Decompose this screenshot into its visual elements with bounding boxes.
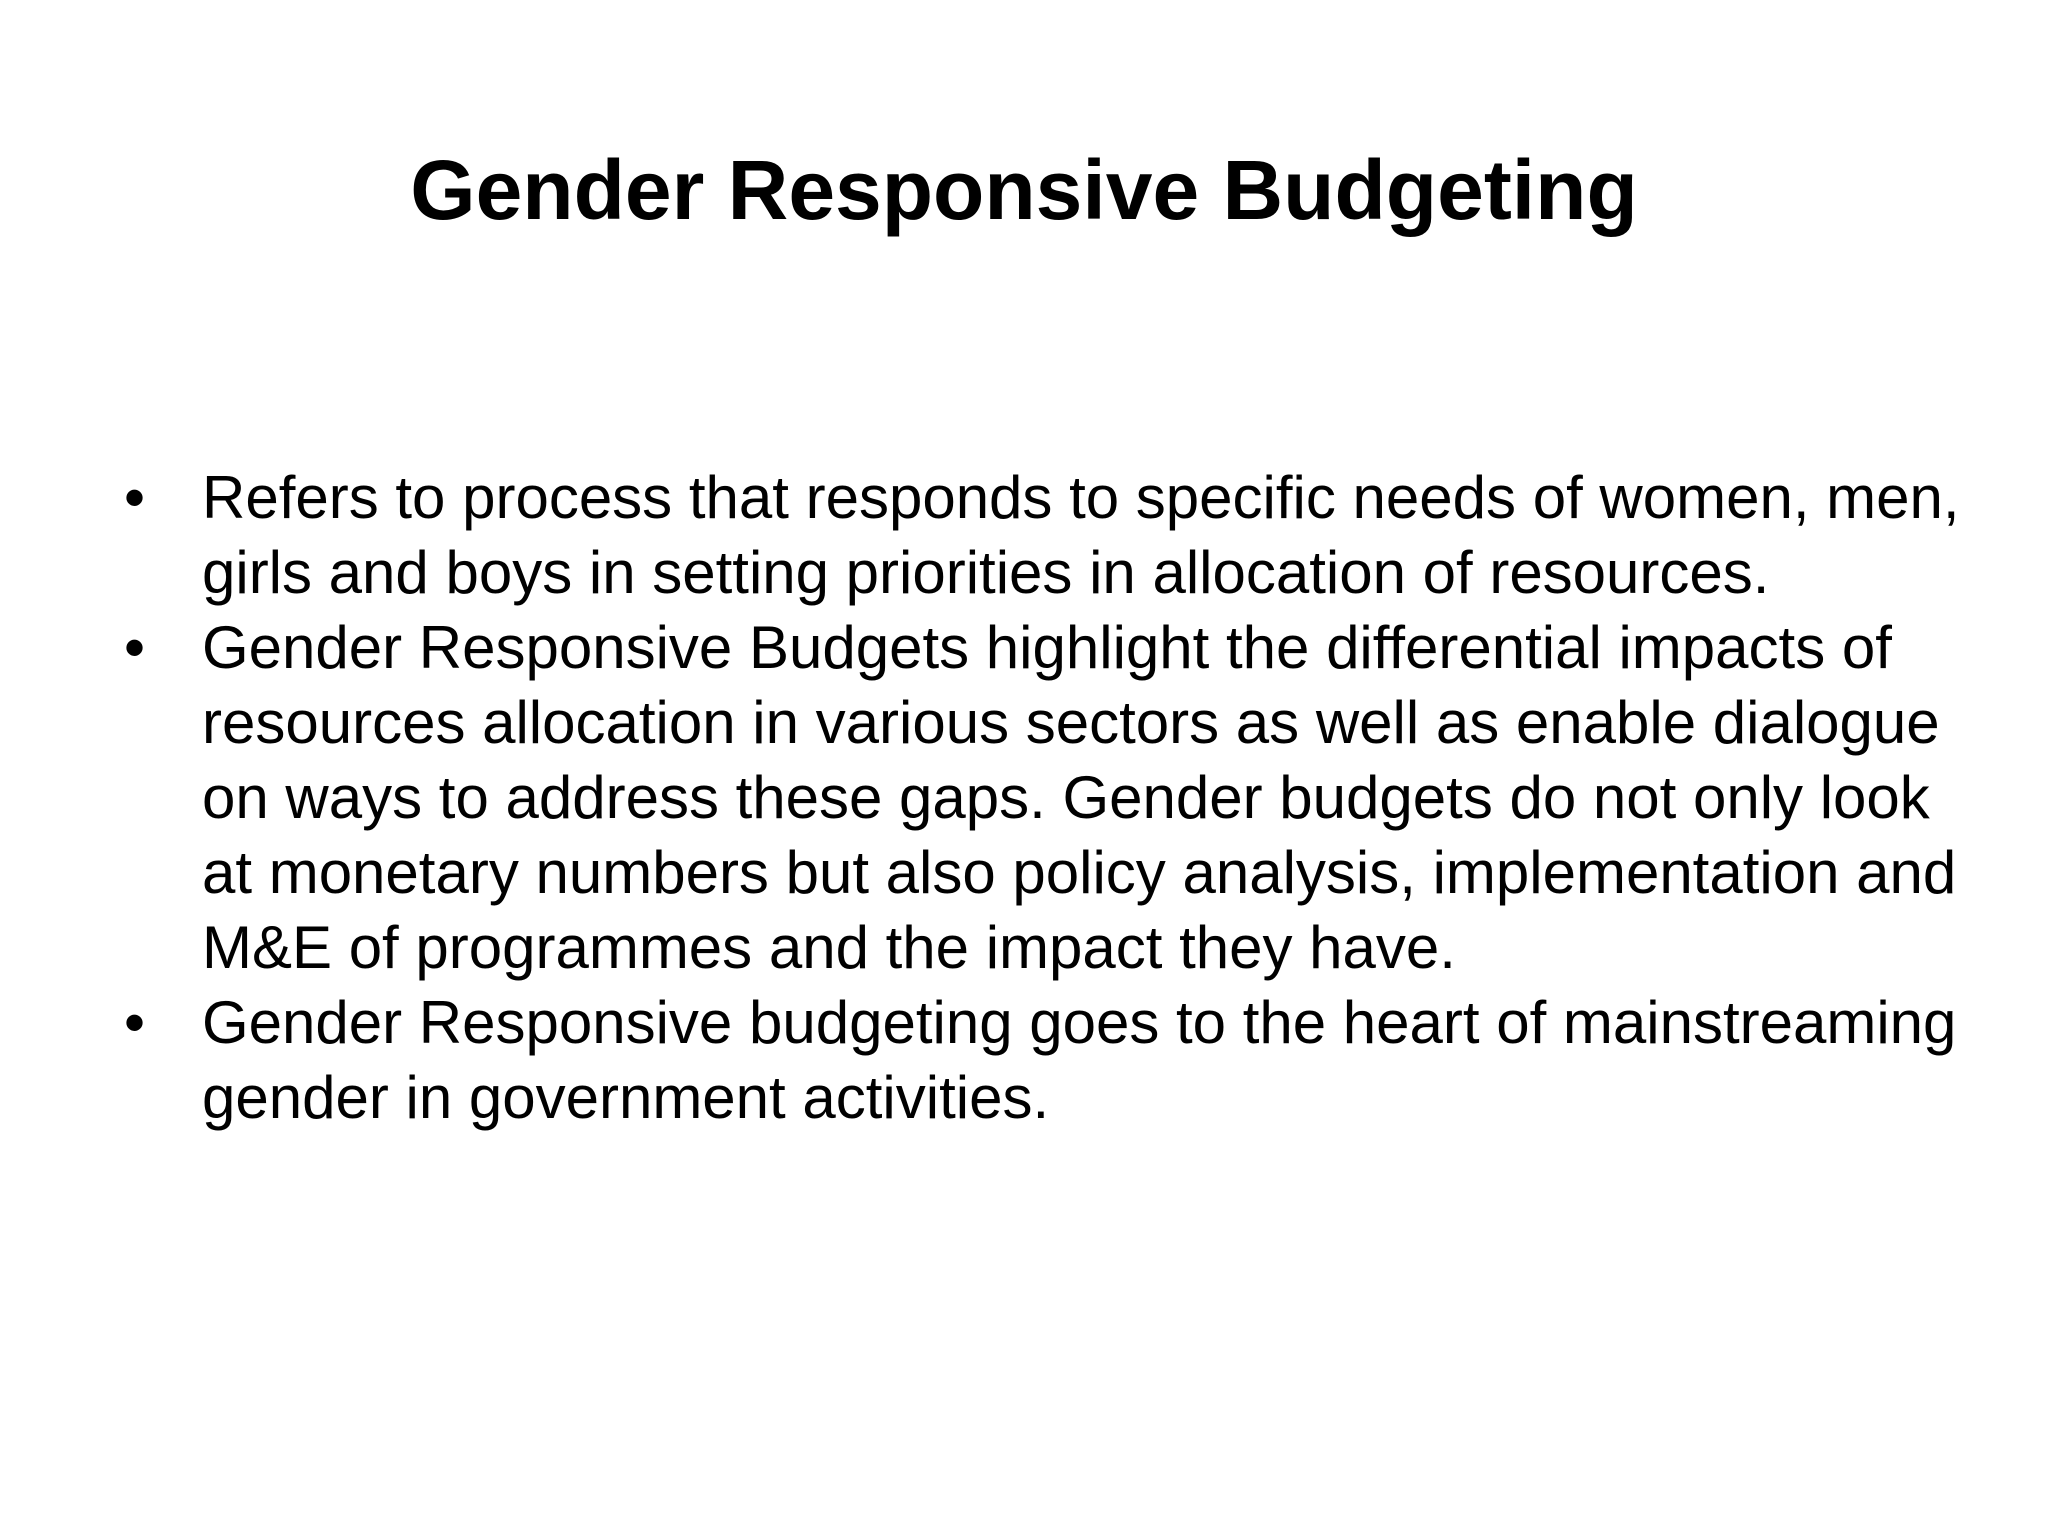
bullet-text: Gender Responsive budgeting goes to the heart of mainstreaming gender in government activities.: [202, 989, 1957, 1131]
bullet-marker: •: [124, 464, 146, 531]
slide-title: Gender Responsive Budgeting: [410, 143, 1638, 237]
bullet-marker: •: [124, 614, 146, 681]
bullet-item: [0, 985, 2048, 1135]
bullet-marker: •: [124, 989, 146, 1056]
bullet-text: Gender Responsive Budgets highlight the differential impacts of resources allocation in various sectors as well as enable dialogue on ways to address these gaps. Gender budgets do not only look at monetary numbers but also policy analysis, implementation and M&E of programmes and the impact they have.: [202, 614, 1957, 981]
bullet-item: [0, 610, 2048, 985]
bullet-text: Refers to process that responds to specific needs of women, men, girls and boys in setting priorities in allocation of resources.: [202, 464, 1960, 606]
bullet-item: [0, 460, 2048, 610]
bullet-list: [0, 460, 2048, 1135]
